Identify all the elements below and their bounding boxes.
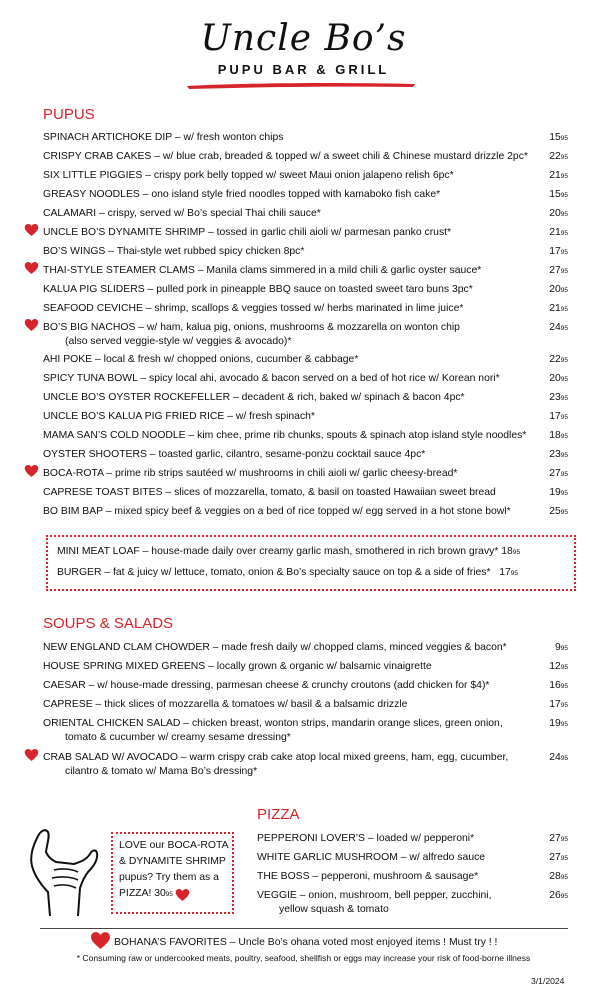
menu-item: CALAMARI – crispy, served w/ Bo’s special Thai chili sauce* 2095 (43, 208, 568, 219)
menu-item: OYSTER SHOOTERS – toasted garlic, cilantro, sesame-ponzu cocktail sauce 4pc* 2395 (43, 449, 568, 460)
promo-line: & DYNAMITE SHRIMP (119, 856, 226, 867)
section-heading-soups-salads: SOUPS & SALADS (43, 615, 174, 632)
menu-item: WHITE GARLIC MUSHROOM – w/ alfredo sauce 2795 (257, 852, 568, 863)
menu-item: BO BIM BAP – mixed spicy beef & veggies on a bed of rice topped w/ egg served in a hot stone bowl* 2595 (43, 506, 568, 517)
promo-line: PIZZA! 3095 (119, 888, 174, 899)
menu-item: PEPPERONI LOVER’S – loaded w/ pepperoni* 2795 (257, 833, 568, 844)
food-safety-disclaimer: * Consuming raw or undercooked meats, poultry, seafood, shellfish or eggs may increase your risk of food-borne illness (76, 953, 531, 963)
menu-item: AHI POKE – local & fresh w/ chopped onions, cucumber & cabbage* 2295 (43, 354, 568, 365)
menu-item: BO’S BIG NACHOS – w/ ham, kalua pig, onions, mushrooms & mozzarella on wonton chip 2495 (43, 322, 568, 333)
logo-title: Uncle Bo’s (200, 18, 407, 59)
heart-icon (24, 261, 39, 275)
favorites-note: BOHANA’S FAVORITES – Uncle Bo’s ohana voted most enjoyed items ! Must try ! ! (114, 937, 498, 948)
heart-icon (175, 888, 190, 902)
section-heading-pupus: PUPUS (43, 106, 95, 123)
menu-item: GREASY NOODLES – ono island style fried noodles topped with kamaboko fish cake* 1595 (43, 189, 568, 200)
menu-item: BO’S WINGS – Thai-style wet rubbed spicy chicken 8pc* 1795 (43, 246, 568, 257)
heart-icon (24, 748, 39, 762)
menu-item-continuation: tomato & cucumber w/ creamy sesame dressing* (65, 732, 291, 743)
section-heading-pizza: PIZZA (257, 806, 300, 823)
menu-item: THAI-STYLE STEAMER CLAMS – Manila clams simmered in a mild chili & garlic oyster sauce* 2795 (43, 265, 568, 276)
menu-item-continuation: cilantro & tomato w/ Mama Bo’s dressing* (65, 766, 258, 777)
heart-icon (24, 464, 39, 478)
shaka-hand-icon (28, 822, 100, 918)
menu-item: NEW ENGLAND CLAM CHOWDER – made fresh daily w/ chopped clams, minced veggies & bacon* 995 (43, 642, 568, 653)
menu-item: CAPRESE TOAST BITES – slices of mozzarella, tomato, & basil on toasted Hawaiian sweet bread 1995 (43, 487, 568, 498)
menu-item: HOUSE SPRING MIXED GREENS – locally grown & organic w/ balsamic vinaigrette 1295 (43, 661, 568, 672)
menu-item: CAPRESE – thick slices of mozzarella & tomatoes w/ basil & a balsamic drizzle 1795 (43, 699, 568, 710)
menu-item: CRISPY CRAB CAKES – w/ blue crab, breaded & topped w/ a sweet chili & Chinese mustard drizzle 2pc* 2295 (43, 151, 568, 162)
heart-icon (24, 318, 39, 332)
special-item: BURGER – fat & juicy w/ lettuce, tomato, onion & Bo’s specialty sauce on top & a side of fries* 1795 (57, 567, 519, 578)
heart-icon (24, 223, 39, 237)
menu-item: MAMA SAN’S COLD NOODLE – kim chee, prime rib chunks, spouts & spinach atop island style noodles* 1895 (43, 430, 568, 441)
menu-item: UNCLE BO’S OYSTER ROCKEFELLER – decadent & rich, baked w/ spinach & bacon 4pc* 2395 (43, 392, 568, 403)
menu-item: VEGGIE – onion, mushroom, bell pepper, zucchini, 2695 (257, 890, 568, 901)
menu-item-continuation: yellow squash & tomato (279, 904, 389, 915)
menu-date: 3/1/2024 (531, 976, 565, 986)
specials-box (46, 535, 576, 591)
promo-line: pupus? Try them as a (119, 872, 219, 883)
menu-item: ORIENTAL CHICKEN SALAD – chicken breast, wonton strips, mandarin orange slices, green onion, 1995 (43, 718, 568, 729)
promo-line: LOVE our BOCA-ROTA (119, 840, 229, 851)
logo-subtitle: PUPU BAR & GRILL (217, 62, 390, 77)
footer-divider (40, 928, 568, 929)
menu-item: CRAB SALAD W/ AVOCADO – warm crispy crab cake atop local mixed greens, ham, egg, cucumber, 2495 (43, 752, 568, 763)
menu-item: SPICY TUNA BOWL – spicy local ahi, avocado & bacon served on a bed of hot rice w/ Korean nori* 2095 (43, 373, 568, 384)
menu-item: SIX LITTLE PIGGIES – crispy pork belly topped w/ sweet Maui onion jalapeno relish 6pc* 2195 (43, 170, 568, 181)
menu-item: SPINACH ARTICHOKE DIP – w/ fresh wonton chips 1595 (43, 132, 568, 143)
menu-item: SEAFOOD CEVICHE – shrimp, scallops & veggies tossed w/ herbs marinated in lime juice* 2195 (43, 303, 568, 314)
menu-item: KALUA PIG SLIDERS – pulled pork in pineapple BBQ sauce on toasted sweet taro buns 3pc* 2095 (43, 284, 568, 295)
menu-item: BOCA-ROTA – prime rib strips sautéed w/ mushrooms in chili aioli w/ garlic cheesy-bread* 2795 (43, 468, 568, 479)
heart-icon (90, 931, 111, 950)
special-item: MINI MEAT LOAF – house-made daily over creamy garlic mash, smothered in rich brown gravy* 1895 (57, 546, 521, 557)
brush-stroke-divider (185, 80, 417, 90)
menu-item: THE BOSS – pepperoni, mushroom & sausage* 2895 (257, 871, 568, 882)
menu-item: UNCLE BO’S DYNAMITE SHRIMP – tossed in garlic chili aioli w/ parmesan panko crust* 2195 (43, 227, 568, 238)
menu-item-continuation: (also served veggie-style w/ veggies & avocado)* (65, 336, 292, 347)
menu-item: CAESAR – w/ house-made dressing, parmesan cheese & crunchy croutons (add chicken for $4)* 1695 (43, 680, 568, 691)
menu-item: UNCLE BO’S KALUA PIG FRIED RICE – w/ fresh spinach* 1795 (43, 411, 568, 422)
